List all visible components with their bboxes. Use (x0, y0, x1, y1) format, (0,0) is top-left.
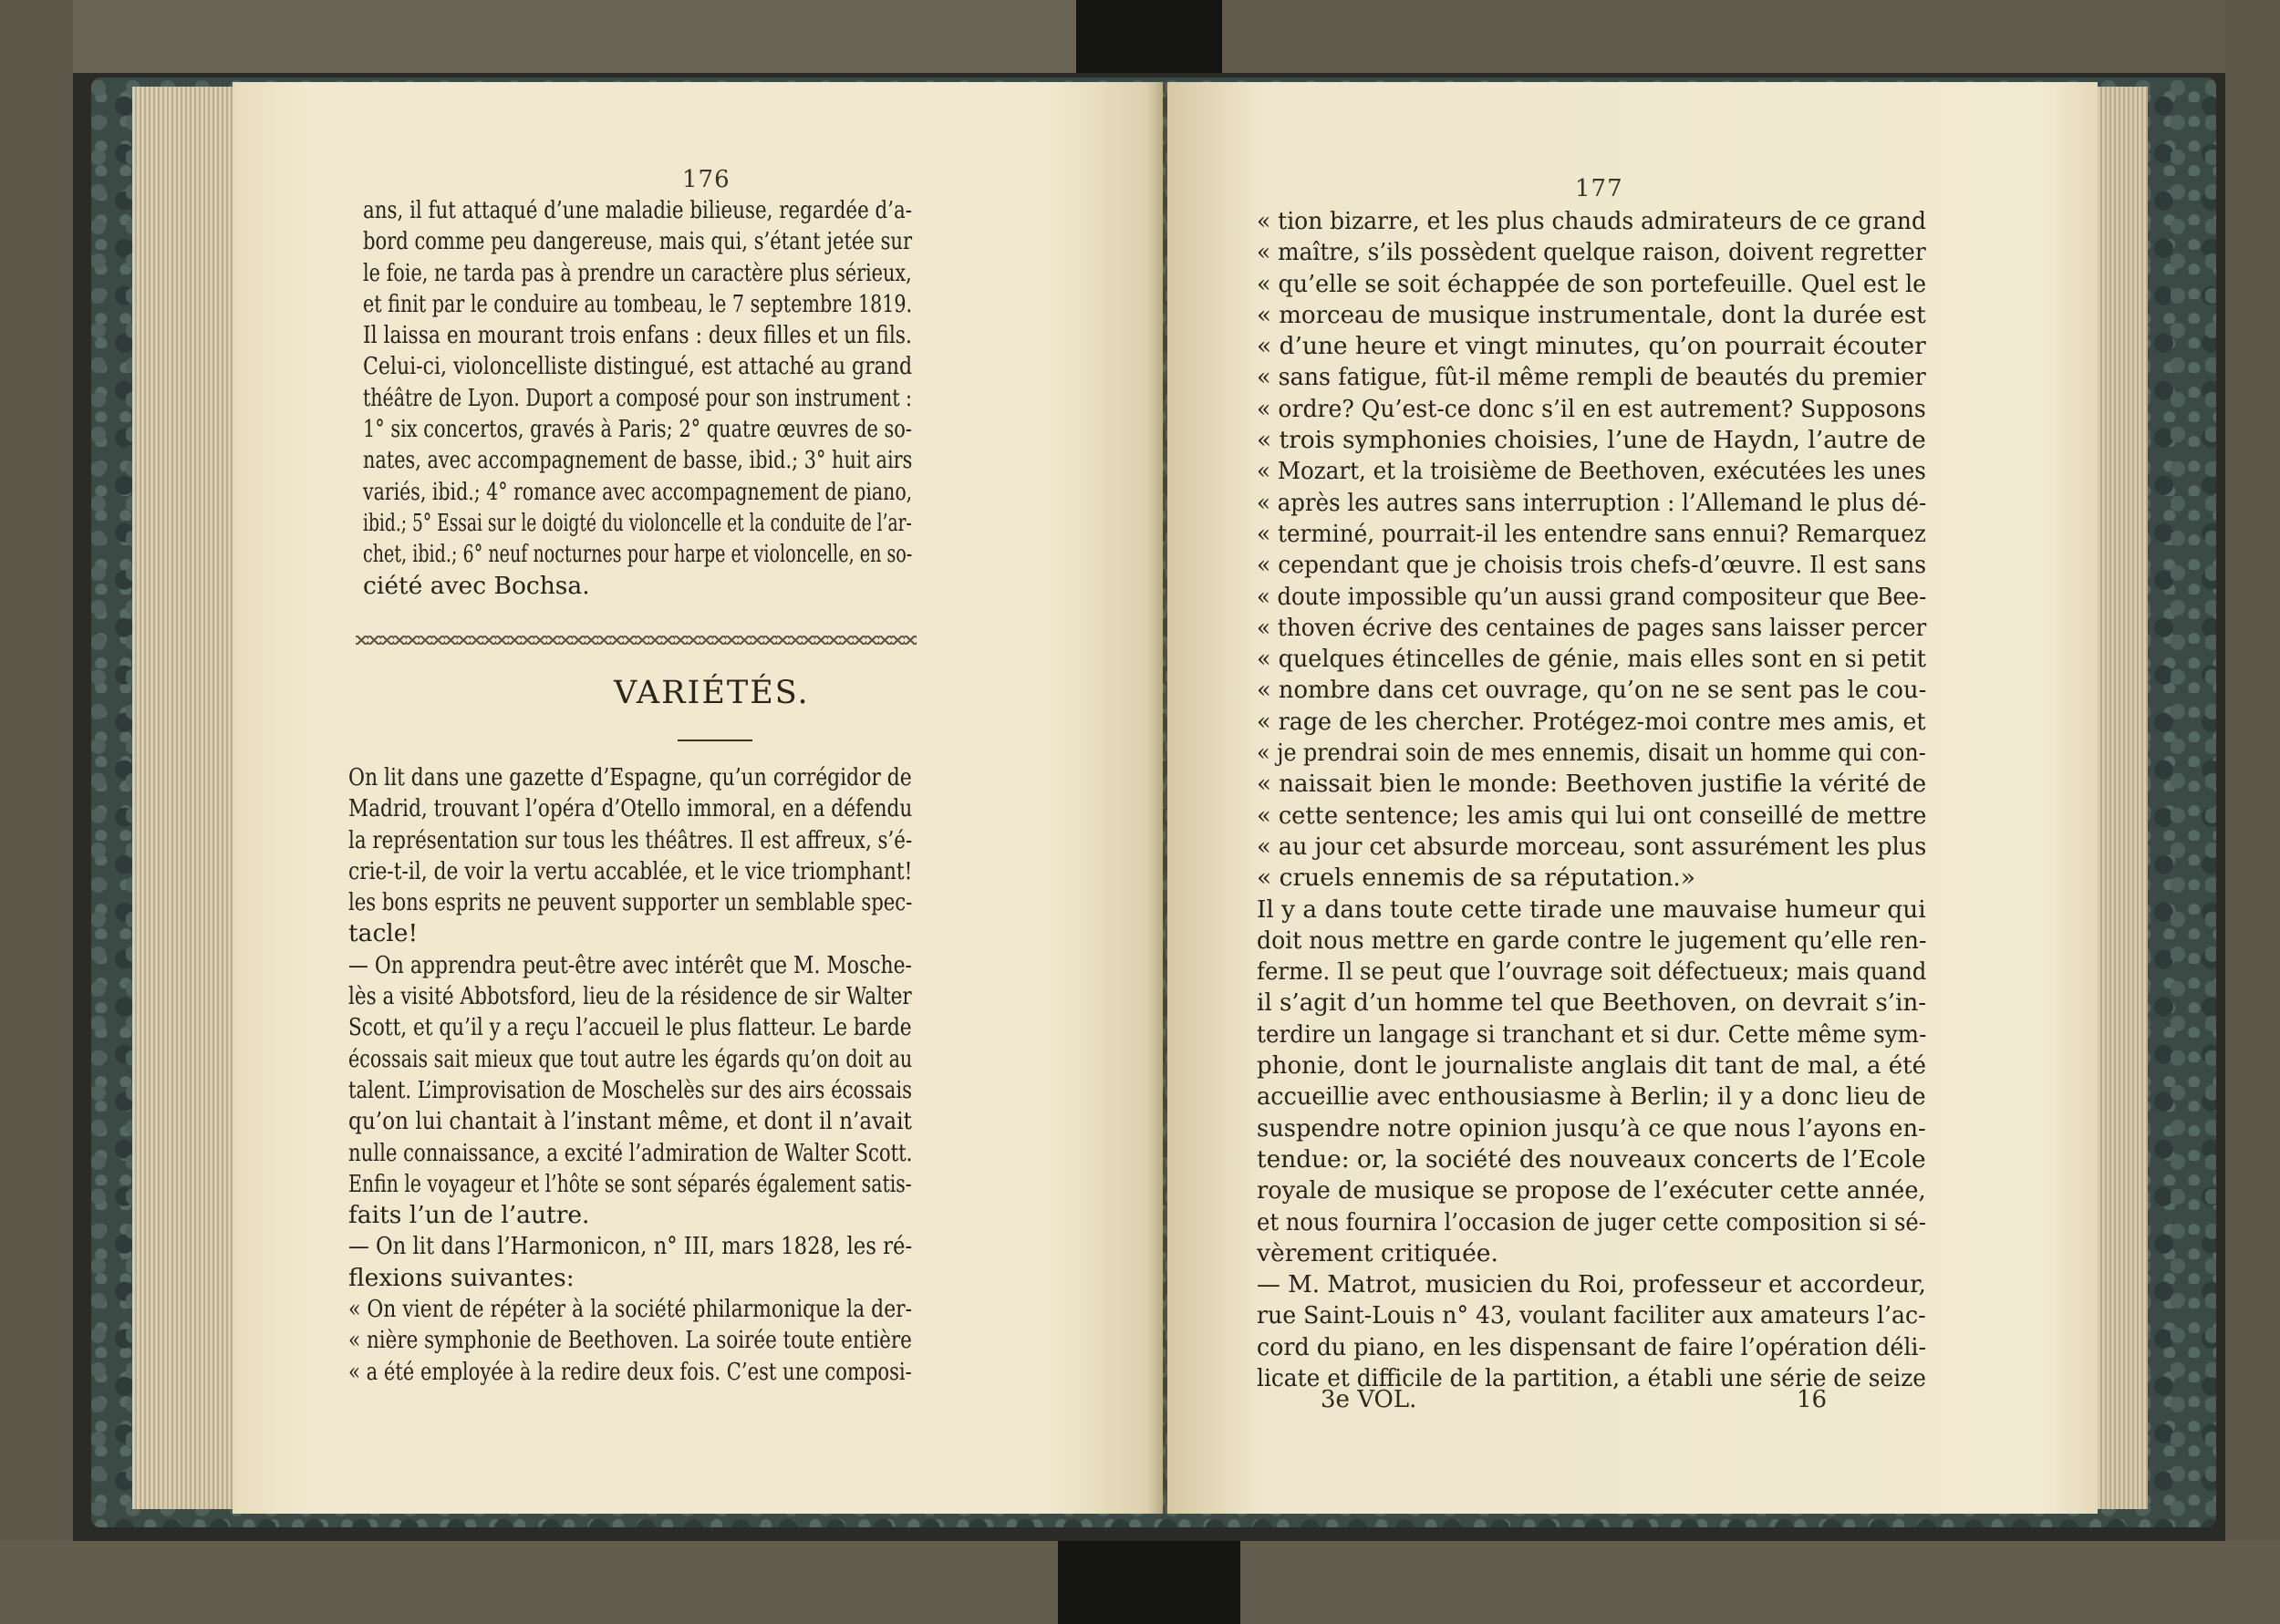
text-line: variés, ibid.; 4° romance avec accompagnement de piano, (363, 477, 913, 506)
text-line: royale de musique se propose de l’exécuter cette année, (1257, 1176, 1926, 1205)
section-heading: VARIÉTÉS. (614, 675, 810, 711)
scan-bottom-background (0, 1541, 2280, 1624)
text-line: « sans fatigue, fût-il même rempli de beautés du premier (1257, 363, 1926, 392)
text-line: « je prendrai soin de mes ennemis, disait un homme qui con- (1257, 739, 1926, 768)
text-line: tendue: or, la société des nouveaux concerts de l’Ecole (1257, 1144, 1926, 1174)
text-line: vèrement critiquée. (1257, 1238, 1498, 1267)
scan-left-background (0, 0, 73, 1624)
text-line: talent. L’improvisation de Moschelès sur des airs écossais (348, 1075, 912, 1104)
text-line: ibid.; 5° Essai sur le doigté du violoncelle et la conduite de l’ar- (363, 508, 912, 537)
text-line: crie-t-il, de voir la vertu accablée, et le vice triomphant! (348, 856, 913, 885)
text-line: « quelques étincelles de génie, mais elles sont en si petit (1257, 645, 1926, 674)
right-page-number: 177 (1575, 175, 1623, 202)
scan-top-ruler (0, 0, 1076, 73)
text-line: les bons esprits ne peuvent supporter un semblable spec- (348, 888, 913, 917)
text-line: écossais sait mieux que tout autre les égards qu’on doit au (348, 1044, 913, 1073)
scan-bottom-clamp (1058, 1541, 1240, 1624)
text-line: accueillie avec enthousiasme à Berlin; il y a donc lieu de (1257, 1082, 1926, 1112)
text-line: Celui-ci, violoncelliste distingué, est attaché au grand (363, 352, 913, 381)
text-line: Il laissa en mourant trois enfans : deux filles et un fils. (363, 321, 912, 350)
text-line: licate et difficile de la partition, a établi une série de seize (1257, 1363, 1926, 1392)
text-line: suspendre notre opinion jusqu’à ce que nous l’ayons en- (1257, 1113, 1926, 1143)
text-line: « cette sentence; les amis qui lui ont conseillé de mettre (1257, 801, 1927, 830)
text-line: faits l’un de l’autre. (348, 1201, 590, 1230)
folio-number: 16 (1797, 1386, 1828, 1413)
text-line: « morceau de musique instrumentale, dont la durée est (1257, 300, 1926, 329)
text-line: bord comme peu dangereuse, mais qui, s’étant jetée sur (363, 227, 913, 256)
text-line: « rage de les chercher. Protégez-moi contre mes amis, et (1257, 707, 1926, 736)
text-line: et finit par le conduire au tombeau, le 7 septembre 1819. (363, 289, 913, 318)
left-page-bottom-text (348, 762, 912, 1388)
right-page-text (1257, 206, 1926, 1394)
signature-mark: 3e VOL. (1321, 1386, 1417, 1413)
text-line: il s’agit d’un homme tel que Beethoven, on devrait s’in- (1257, 988, 1927, 1018)
text-line: « maître, s’ils possèdent quelque raison, doivent regretter (1257, 238, 1926, 267)
scan-right-background (2225, 0, 2280, 1624)
left-page-number: 176 (682, 166, 731, 193)
right-page (1167, 82, 2098, 1514)
text-line: « On vient de répéter à la société philarmonique la der- (348, 1295, 913, 1324)
text-line: — On lit dans l’Harmonicon, n° III, mars 1828, les ré- (348, 1232, 913, 1261)
text-line: « qu’elle se soit échappée de son portefeuille. Quel est le (1257, 269, 1927, 298)
text-line: « tion bizarre, et les plus chauds admirateurs de ce grand (1257, 207, 1926, 235)
text-line: — M. Matrot, musicien du Roi, professeur et accordeur, (1257, 1270, 1926, 1299)
text-line: « d’une heure et vingt minutes, qu’on pourrait écouter (1257, 332, 1926, 361)
text-line: « après les autres sans interruption : l’Allemand le plus dé- (1257, 488, 1927, 517)
heading-rule (678, 740, 752, 741)
text-line: « ordre? Qu’est-ce donc s’il en est autrement? Supposons (1257, 394, 1926, 423)
text-line: Madrid, trouvant l’opéra d’Otello immoral, en a défendu (348, 794, 913, 823)
text-line: Scott, et qu’il y a reçu l’accueil le plus flatteur. Le barde (348, 1013, 912, 1042)
text-line: phonie, dont le journaliste anglais dit tant de mal, a été (1257, 1051, 1927, 1081)
text-line: le foie, ne tarda pas à prendre un caractère plus sérieux, (363, 258, 912, 287)
text-line: qu’on lui chantait à l’instant même, et dont il n’avait (348, 1107, 912, 1136)
text-line: On lit dans une gazette d’Espagne, qu’un corrégidor de (348, 763, 912, 791)
text-line: nates, avec accompagnement de basse, ibid.; 3° huit airs (363, 446, 913, 475)
text-line: théâtre de Lyon. Duport a composé pour son instrument : (363, 383, 912, 412)
text-line: « doute impossible qu’un aussi grand compositeur que Bee- (1257, 582, 1927, 611)
text-line: et nous fournira l’occasion de juger cette composition si sé- (1257, 1207, 1926, 1236)
text-line: tacle! (348, 919, 419, 948)
left-page-edges (132, 87, 242, 1509)
text-line: « a été employée à la redire deux fois. C’est une composi- (348, 1357, 912, 1386)
text-line: doit nous mettre en garde contre le jugement qu’elle ren- (1257, 926, 1927, 955)
text-line: la représentation sur tous les théâtres. Il est affreux, s’é- (348, 825, 913, 854)
text-line: terdire un langage si tranchant et si dur. Cette même sym- (1257, 1019, 1927, 1049)
text-line: Il y a dans toute cette tirade une mauvaise humeur qui (1257, 895, 1926, 924)
text-line: « terminé, pourrait-il les entendre sans ennui? Remarquez (1257, 519, 1926, 548)
text-line: — On apprendra peut-être avec intérêt que M. Mosche- (348, 950, 912, 979)
text-line: cord du piano, en les dispensant de faire l’opération déli- (1257, 1332, 1927, 1361)
text-line: « thoven écrive des centaines de pages sans laisser percer (1257, 613, 1927, 642)
text-line: ferme. Il se peut que l’ouvrage soit défectueux; mais quand (1257, 957, 1927, 987)
text-line: « naissait bien le monde: Beethoven justifie la vérité de (1257, 770, 1927, 799)
left-page (233, 82, 1163, 1514)
text-line: « au jour cet absurde morceau, sont assurément les plus (1257, 832, 1927, 861)
text-line: « trois symphonies choisies, l’une de Haydn, l’autre de (1257, 426, 1926, 455)
text-line: « cruels ennemis de sa réputation.» (1257, 864, 1696, 893)
text-line: ans, il fut attaqué d’une maladie bilieuse, regardée d’a- (363, 196, 912, 224)
left-page-top-text (363, 195, 912, 602)
text-line: « Mozart, et la troisième de Beethoven, exécutées les unes (1257, 457, 1926, 486)
text-line: ciété avec Bochsa. (363, 571, 590, 600)
text-line: 1° six concertos, gravés à Paris; 2° quatre œuvres de so- (363, 415, 912, 444)
text-line: chet, ibid.; 6° neuf nocturnes pour harpe et violoncelle, en so- (363, 540, 913, 569)
section-divider-ornament (356, 636, 917, 645)
text-line: nulle connaissance, a excité l’admiration de Walter Scott. (348, 1138, 913, 1167)
text-line: « cependant que je choisis trois chefs-d’œuvre. Il est sans (1257, 551, 1927, 580)
scan-top-clamp (1076, 0, 1222, 73)
scan-top-background (0, 0, 2280, 73)
text-line: « nière symphonie de Beethoven. La soirée toute entière (348, 1326, 912, 1355)
text-line: rue Saint-Louis n° 43, voulant faciliter aux amateurs l’ac- (1257, 1301, 1926, 1330)
text-line: lès a visité Abbotsford, lieu de la résidence de sir Walter (348, 982, 912, 1011)
text-line: « nombre dans cet ouvrage, qu’on ne se sent pas le cou- (1257, 676, 1927, 705)
text-line: Enfin le voyageur et l’hôte se sont séparés également satis- (348, 1169, 912, 1198)
text-line: flexions suivantes: (348, 1263, 575, 1292)
